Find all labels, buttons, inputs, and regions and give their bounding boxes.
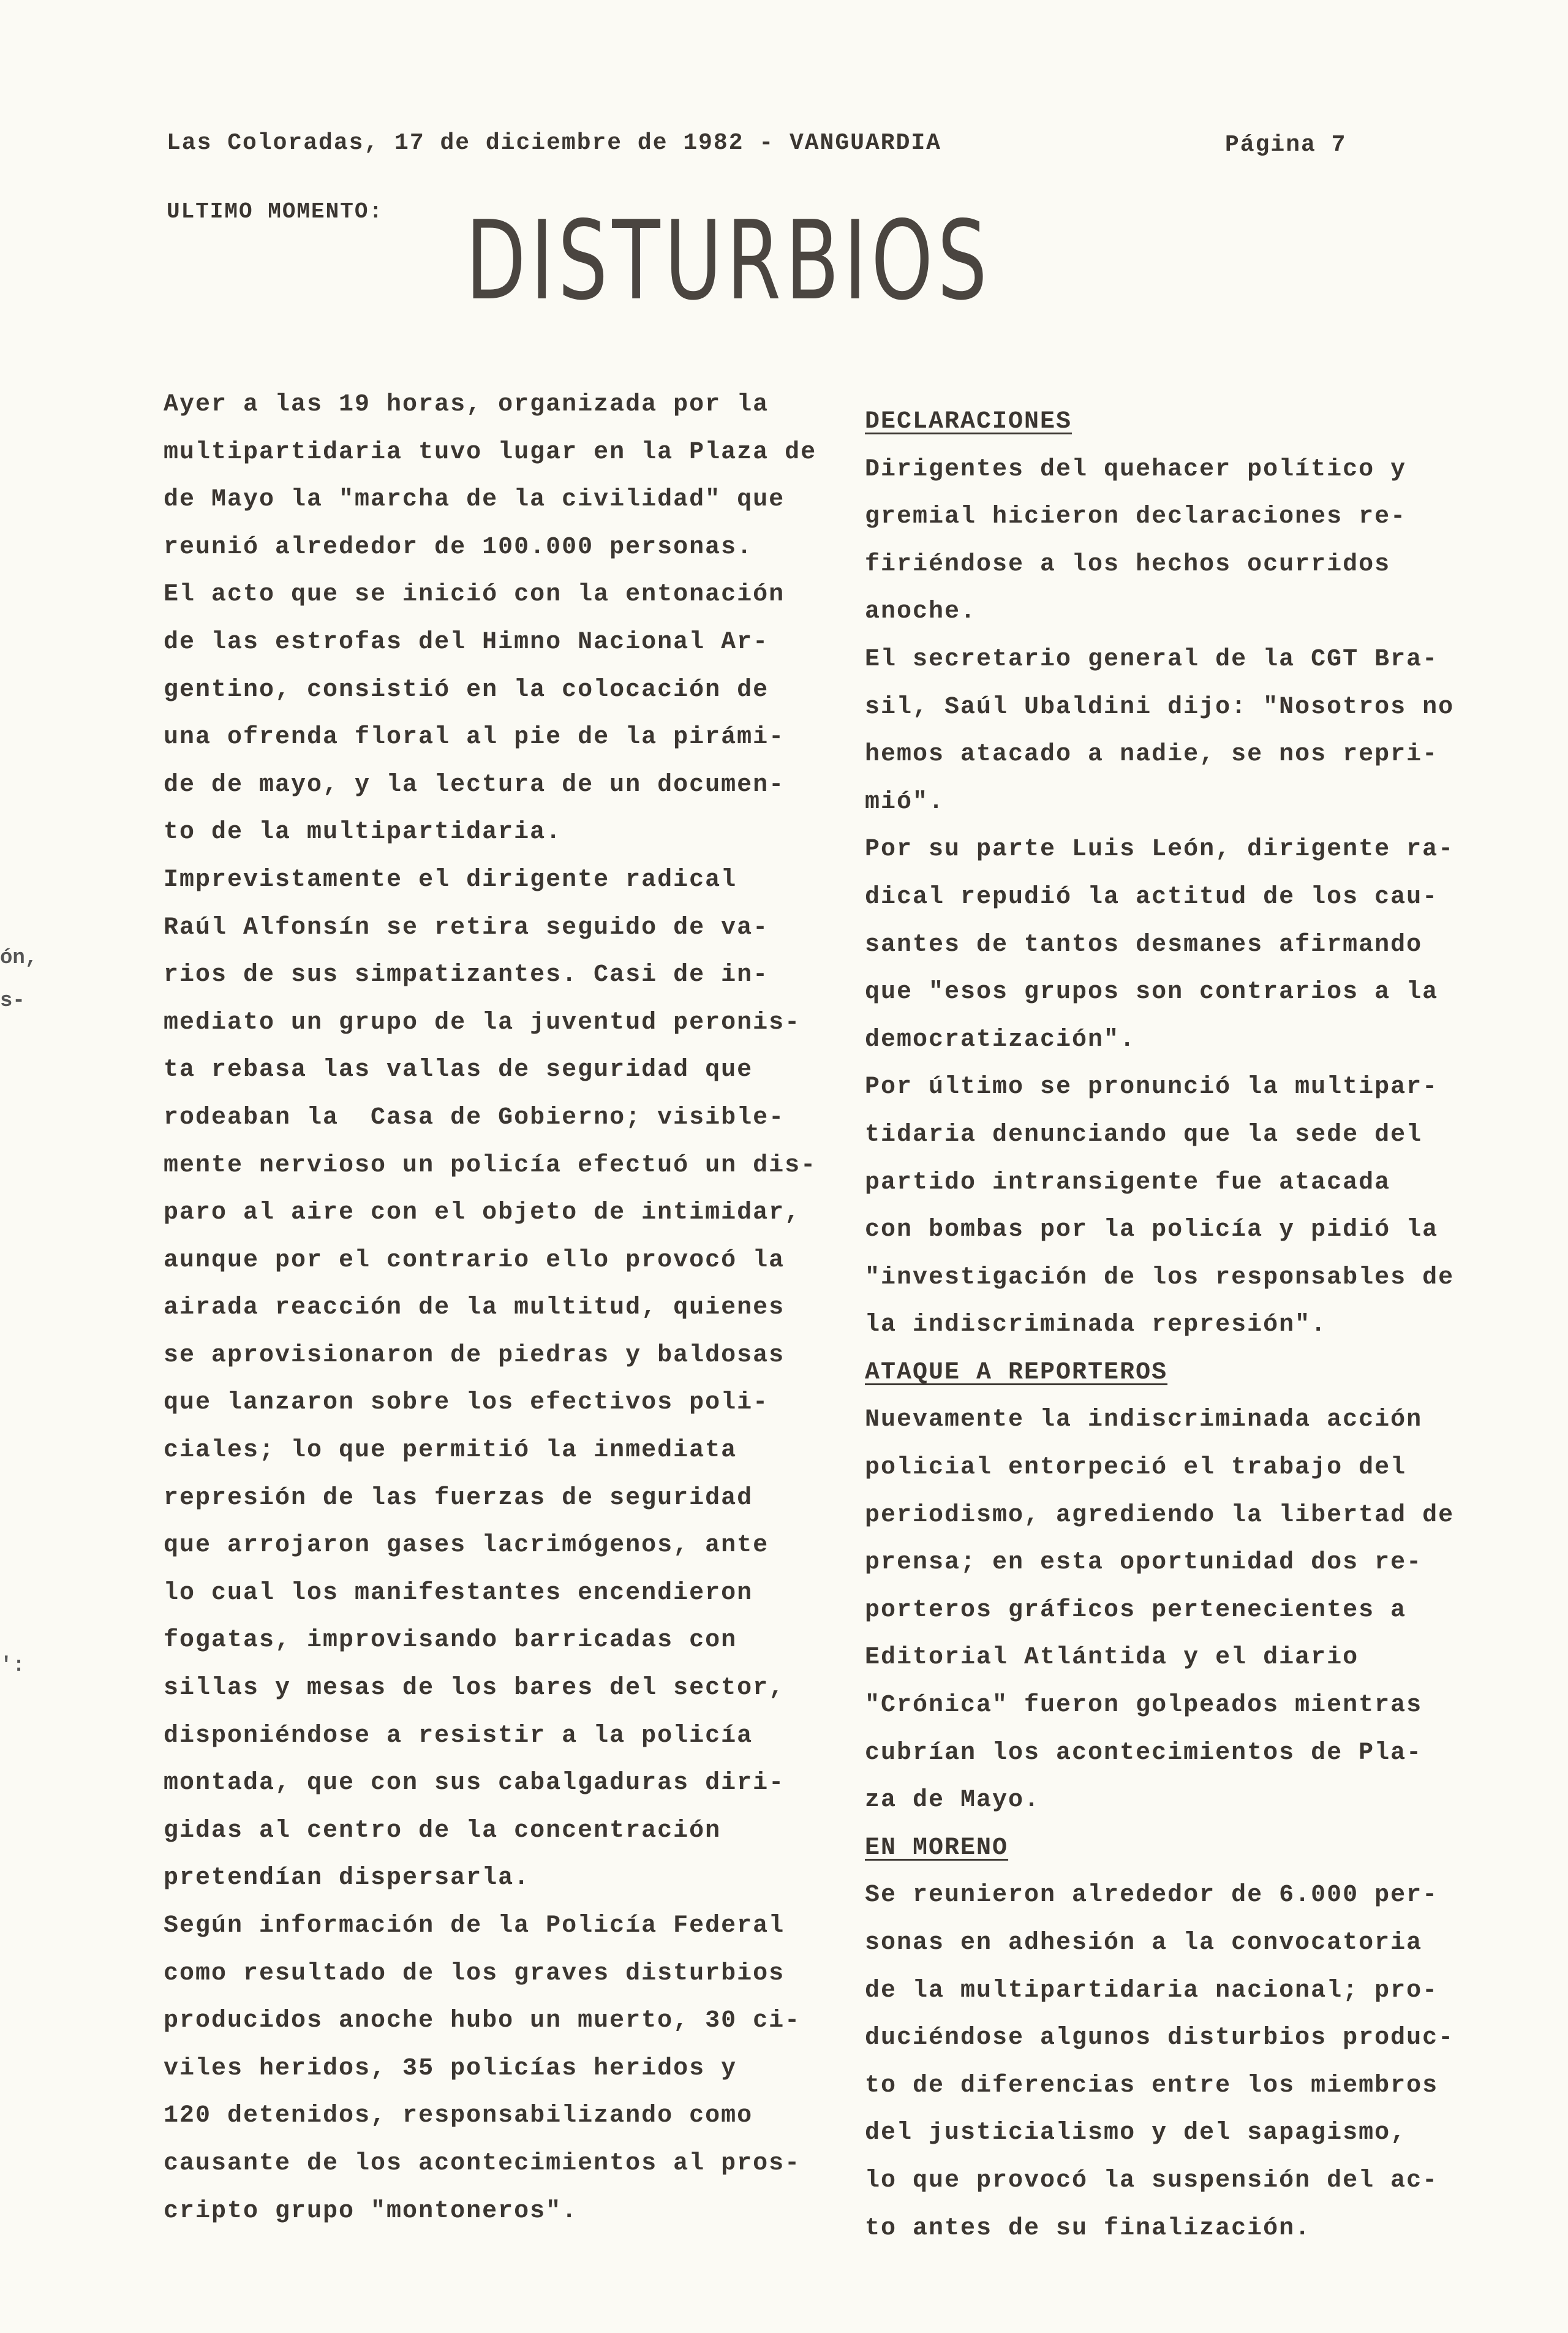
section-heading: DECLARACIONES: [865, 408, 1072, 436]
article-line: se aprovisionaron de piedras y baldosas: [164, 1341, 785, 1369]
article-line: producidos anoche hubo un muerto, 30 ci-: [164, 2007, 801, 2035]
article-line: dical repudió la actitud de los cau-: [865, 883, 1439, 911]
article-line: como resultado de los graves disturbios: [164, 1959, 785, 1987]
article-line: cubrían los acontecimientos de Pla-: [865, 1739, 1423, 1767]
section-heading-line: [865, 398, 1454, 446]
article-line: partido intransigente fue atacada: [865, 1168, 1391, 1197]
article-line: lo que provocó la suspensión del ac-: [865, 2166, 1439, 2195]
margin-fragment: s-: [0, 989, 25, 1013]
article-line: del justicialismo y del sapagismo,: [865, 2119, 1407, 2147]
article-line: airada reacción de la multitud, quienes: [164, 1294, 785, 1322]
article-line: hemos atacado a nadie, se nos repri-: [865, 741, 1439, 769]
article-line: santes de tantos desmanes afirmando: [865, 931, 1423, 959]
dateline: Las Coloradas, 17 de diciembre de 1982 - VANGUARDIA: [167, 130, 941, 156]
article-line: Por último se pronunció la multipar-: [865, 1073, 1439, 1102]
article-line: sil, Saúl Ubaldini dijo: "Nosotros no: [865, 693, 1455, 721]
article-line: gentino, consistió en la colocación de: [164, 676, 769, 704]
article-line: gidas al centro de la concentración: [164, 1817, 722, 1845]
article-line: de la multipartidaria nacional; pro-: [865, 1976, 1439, 2005]
article-line: la indiscriminada represión".: [865, 1311, 1327, 1339]
article-line: pretendían dispersarla.: [164, 1864, 530, 1892]
article-line: Dirigentes del quehacer político y: [865, 455, 1407, 483]
main-article-column: [164, 381, 816, 2235]
article-line: to antes de su finalización.: [865, 2214, 1311, 2242]
article-line: gremial hicieron declaraciones re-: [865, 503, 1407, 531]
article-line: za de Mayo.: [865, 1787, 1041, 1815]
article-line: to de la multipartidaria.: [164, 819, 562, 847]
article-line: duciéndose algunos disturbios produc-: [865, 2024, 1455, 2052]
page-number: Página 7: [1225, 132, 1347, 158]
article-line: El acto que se inició con la entonación: [164, 581, 785, 609]
article-line: ta rebasa las vallas de seguridad que: [164, 1056, 753, 1084]
article-line: paro al aire con el objeto de intimidar,: [164, 1199, 801, 1227]
article-line: "investigación de los responsables de: [865, 1263, 1455, 1291]
margin-fragment: ón,: [0, 947, 38, 970]
article-line: Editorial Atlántida y el diario: [865, 1644, 1359, 1672]
article-line: firiéndose a los hechos ocurridos: [865, 550, 1391, 578]
article-line: multipartidaria tuvo lugar en la Plaza de: [164, 438, 817, 466]
margin-fragment: ':: [0, 1654, 25, 1677]
article-line: disponiéndose a resistir a la policía: [164, 1722, 753, 1750]
article-line: montada, que con sus cabalgaduras diri-: [164, 1769, 785, 1798]
section-heading: ATAQUE A REPORTEROS: [865, 1358, 1168, 1386]
article-line: Se reunieron alrededor de 6.000 per-: [865, 1881, 1439, 1910]
article-line: mediato un grupo de la juventud peronis-: [164, 1008, 801, 1037]
article-line: rodeaban la Casa de Gobierno; visible-: [164, 1103, 785, 1132]
article-line: ciales; lo que permitió la inmediata: [164, 1437, 737, 1465]
article-line: 120 detenidos, responsabilizando como: [164, 2102, 753, 2130]
article-line: mió".: [865, 788, 945, 816]
article-line: periodismo, agrediendo la libertad de: [865, 1501, 1455, 1529]
article-line: "Crónica" fueron golpeados mientras: [865, 1692, 1423, 1720]
article-line: sillas y mesas de los bares del sector,: [164, 1674, 785, 1703]
article-line: que arrojaron gases lacrimógenos, ante: [164, 1532, 769, 1560]
article-line: de Mayo la "marcha de la civilidad" que: [164, 486, 785, 514]
article-line: de las estrofas del Himno Nacional Ar-: [164, 628, 769, 656]
article-line: Ayer a las 19 horas, organizada por la: [164, 391, 769, 418]
article-line: Imprevistamente el dirigente radical: [164, 866, 737, 894]
article-line: de de mayo, y la lectura de un documen-: [164, 771, 785, 799]
article-line: lo cual los manifestantes encendieron: [164, 1579, 753, 1607]
article-line: El secretario general de la CGT Bra-: [865, 645, 1439, 673]
article-line: porteros gráficos pertenecientes a: [865, 1596, 1407, 1624]
article-line: rios de sus simpatizantes. Casi de in-: [164, 961, 769, 989]
article-line: prensa; en esta oportunidad dos re-: [865, 1549, 1423, 1577]
article-line: anoche.: [865, 598, 977, 626]
article-line: sonas en adhesión a la convocatoria: [865, 1929, 1423, 1957]
article-line: cripto grupo "montoneros".: [164, 2197, 578, 2225]
section-heading-line: [865, 1824, 1454, 1872]
article-line: Nuevamente la indiscriminada acción: [865, 1406, 1423, 1434]
article-line: Según información de la Policía Federal: [164, 1912, 785, 1940]
article-line: Raúl Alfonsín se retira seguido de va-: [164, 913, 769, 942]
article-line: aunque por el contrario ello provocó la: [164, 1246, 785, 1274]
article-line: causante de los acontecimientos al pros-: [164, 2149, 801, 2177]
article-line: to de diferencias entre los miembros: [865, 2071, 1439, 2100]
section-heading-line: [865, 1349, 1454, 1397]
article-line: que lanzaron sobre los efectivos poli-: [164, 1389, 769, 1417]
article-line: reunió alrededor de 100.000 personas.: [164, 533, 753, 561]
article-line: con bombas por la policía y pidió la: [865, 1216, 1439, 1244]
headline: DISTURBIOS: [466, 197, 992, 324]
article-line: fogatas, improvisando barricadas con: [164, 1627, 737, 1655]
article-line: viles heridos, 35 policías heridos y: [164, 2054, 737, 2082]
article-line: que "esos grupos son contrarios a la: [865, 978, 1439, 1007]
article-line: mente nervioso un policía efectuó un dis-: [164, 1151, 817, 1179]
kicker-label: ULTIMO MOMENTO:: [167, 199, 384, 224]
article-line: tidaria denunciando que la sede del: [865, 1121, 1423, 1149]
article-line: represión de las fuerzas de seguridad: [164, 1484, 753, 1512]
side-articles-column: [865, 398, 1454, 2252]
section-heading: EN MORENO: [865, 1834, 1009, 1862]
article-line: Por su parte Luis León, dirigente ra-: [865, 836, 1455, 864]
article-line: una ofrenda floral al pie de la pirámi-: [164, 724, 785, 752]
article-line: policial entorpeció el trabajo del: [865, 1454, 1407, 1482]
article-line: democratización".: [865, 1026, 1136, 1054]
